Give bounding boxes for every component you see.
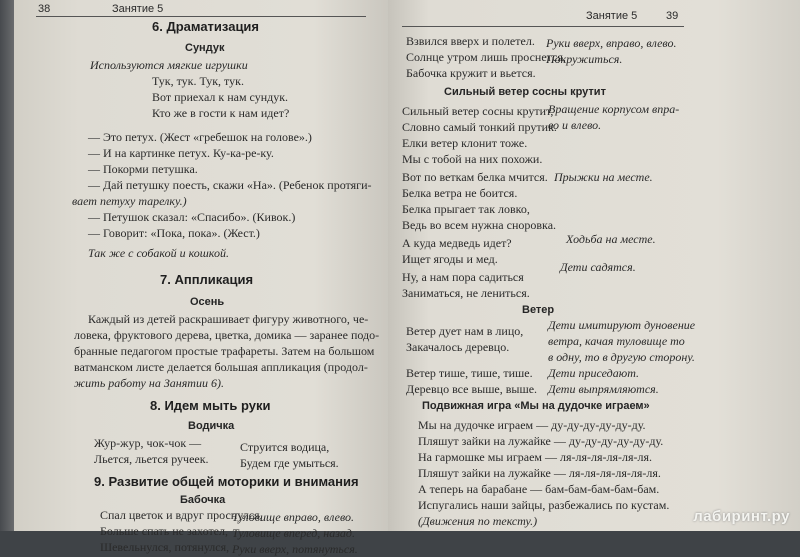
verse-line: Пляшут зайки на лужайке — ля-ля-ля-ля-ля-ля. (418, 466, 661, 480)
veter-section-title: Ветер (522, 304, 555, 316)
header-rule (36, 16, 366, 17)
verse-line: А куда медведь идет? (402, 236, 512, 250)
verse-line: Взвился вверх и полетел. (406, 34, 535, 48)
verse-line: Покружиться. (546, 52, 623, 66)
dialog-line: вает петуху тарелку.) (72, 194, 187, 208)
verse-line: Дети имитируют дуновение (548, 318, 696, 332)
watermark-logo: лабиринт.ру (693, 508, 790, 525)
verse-line: Ну, а нам пора садиться (402, 270, 524, 284)
paragraph-line: Каждый из детей раскрашивает фигуру животного, че- (88, 312, 369, 326)
section-7-subtitle: Осень (190, 296, 225, 308)
verse-line: Вот по веткам белка мчится. (402, 170, 548, 184)
verse-line: Заниматься, не лениться. (402, 286, 530, 300)
paragraph-line: жить работу на Занятии 6). (74, 376, 224, 390)
paragraph-line: ватманском листе делается большая аппликация (продол- (74, 360, 368, 374)
verse-line: Словно самый тонкий прутик. (402, 120, 557, 134)
left-page (0, 0, 392, 556)
section-7-title: 7. Аппликация (160, 272, 254, 287)
verse-line: А теперь на барабане — бам-бам-бам-бам-бам. (418, 482, 660, 496)
verse-line: На гармошке мы играем — ля-ля-ля-ля-ля-ля. (418, 450, 653, 464)
verse-line: Мы с тобой на них похожи. (402, 152, 543, 166)
verse-line: Испугались наши зайцы, разбежались по кустам. (418, 498, 670, 512)
poem-line: Тук, тук. Тук, тук. (152, 74, 244, 88)
verse-line: Мы на дудочке играем — ду-ду-ду-ду-ду-ду. (418, 418, 646, 432)
dialog-line: — Петушок сказал: «Спасибо». (Кивок.) (88, 210, 296, 224)
verse-line: ветра, качая туловище то (548, 334, 685, 348)
dialog-line: — И на картинке петух. Ку-ка-ре-ку. (88, 146, 274, 160)
section-6-note: Используются мягкие игрушки (90, 58, 248, 72)
verse-line: Бабочка кружит и вьется. (406, 66, 536, 80)
verse-line: Пляшут зайки на лужайке — ду-ду-ду-ду-ду-ду. (418, 434, 664, 448)
verse-line: Сильный ветер сосны крутит, (402, 104, 554, 118)
dialog-line: — Это петух. (Жест «гребешок на голове».) (88, 130, 312, 144)
verse-line: Белка ветра не боится. (402, 186, 518, 200)
verse-line: Дети садятся. (560, 260, 636, 274)
verse-line: Будем где умыться. (240, 456, 339, 470)
verse-line: Ветер дует нам в лицо, (406, 324, 524, 338)
verse-line: Деревцо все выше, выше. (406, 382, 538, 396)
right-page-number: 39 (666, 10, 679, 22)
section-6-subtitle: Сундук (185, 42, 225, 54)
paragraph-line: ловека, фруктового дерева, цветка, домика — заранее подо- (74, 328, 380, 342)
dialog-line: — Покорми петушка. (88, 162, 198, 176)
right-running-header: Занятие 5 (586, 10, 638, 22)
section-6-ending: Так же с собакой и кошкой. (88, 246, 229, 260)
dialog-line: — Дай петушку поесть, скажи «На». (Ребенок протяги- (88, 178, 372, 192)
verse-line: Белка прыгает так ловко, (402, 202, 530, 216)
verse-line: (Движения по тексту.) (418, 514, 538, 528)
verse-line: Елки ветер клонит тоже. (402, 136, 528, 150)
verse-line: Шевельнулся, потянулся, (100, 540, 230, 554)
section-8-title: 8. Идем мыть руки (150, 398, 271, 413)
section-9-title: 9. Развитие общей моторики и внимания (94, 474, 359, 489)
verse-line: Дети выпрямляются. (548, 382, 659, 396)
verse-line: Ходьба на месте. (566, 232, 656, 246)
verse-line: Ветер тише, тише, тише. (406, 366, 533, 380)
verse-line: Солнце утром лишь проснется, (406, 50, 566, 64)
verse-line: Ведь во всем нужна сноровка. (402, 218, 557, 232)
poem-line: Вот приехал к нам сундук. (152, 90, 289, 104)
right-page (388, 0, 800, 531)
verse-line: во и влево. (548, 118, 602, 132)
section-6-title: 6. Драматизация (152, 19, 260, 34)
verse-line: Больше спать не захотел, (100, 524, 228, 538)
wind-section-title: Сильный ветер сосны крутит (444, 86, 606, 98)
verse-line: Струится водица, (240, 440, 330, 454)
header-rule (402, 26, 684, 27)
verse-line: Туловище вперед, назад. (232, 526, 355, 540)
verse-line: Дети приседают. (548, 366, 640, 380)
verse-line: в одну, то в другую сторону. (548, 350, 695, 364)
section-9-subtitle: Бабочка (180, 494, 226, 506)
verse-line: Туловище вправо, влево. (232, 510, 355, 524)
verse-line: Жур-жур, чок-чок — (94, 436, 202, 450)
left-running-header: Занятие 5 (112, 3, 164, 15)
verse-line: Спал цветок и вдруг проснулся, (100, 508, 263, 522)
verse-line: Ищет ягоды и мед. (402, 252, 498, 266)
left-page-number: 38 (38, 3, 51, 15)
verse-line: Руки вверх, потянуться. (232, 542, 358, 556)
dialog-line: — Говорит: «Пока, пока». (Жест.) (88, 226, 260, 240)
verse-line: Льется, льется ручеек. (94, 452, 209, 466)
verse-line: Вращение корпусом впра- (548, 102, 680, 116)
page-edge-shadow (0, 0, 14, 531)
verse-line: Закачалось деревцо. (406, 340, 510, 354)
poem-line: Кто же в гости к нам идет? (152, 106, 290, 120)
verse-line: Прыжки на месте. (554, 170, 653, 184)
game-section-title: Подвижная игра «Мы на дудочке играем» (422, 400, 650, 412)
verse-line: Руки вверх, вправо, влево. (546, 36, 677, 50)
section-8-subtitle: Водичка (188, 420, 235, 432)
paragraph-line: бранные педагогом простые трафареты. Затем на большом (74, 344, 375, 358)
